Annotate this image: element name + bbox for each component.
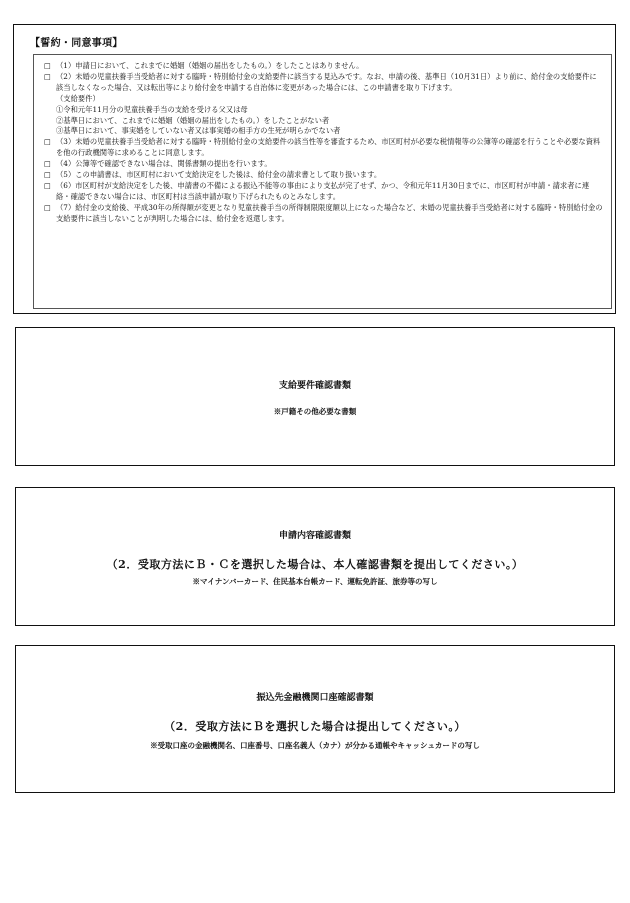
pledge-list — [33, 54, 612, 309]
pledge-item-text: （3）未婚の児童扶養手当受給者に対する臨時・特別給付金の支給要件の該当性等を審査するため、市区町村が必要な税情報等の公簿等の確認を行うことや必要な資料を他の行政機関等に求めることに同意します。 — [56, 137, 601, 158]
pledge-item-5 — [44, 170, 603, 181]
pledge-item-3 — [44, 137, 603, 159]
checkbox-icon[interactable]: □ — [44, 71, 51, 81]
pledge-title: 【誓約・同意事項】 — [30, 38, 123, 49]
pledge-item-text: （6）市区町村が支給決定をした後、申請書の不備による振込不能等の事由により支払が完了せず、かつ、令和元年11月30日までに、市区町村が申請・請求者に連絡・確認できない場合には、市区町村は当該申請が取り下げられたものとみなします。 — [56, 180, 590, 201]
pledge-item-4 — [44, 159, 603, 170]
checkbox-icon[interactable]: □ — [44, 137, 51, 147]
bank-account-documents-instruction: （2．受取方法にＢを選択した場合は提出してください。） — [164, 720, 466, 733]
identity-documents-instruction: （2．受取方法にＢ・Ｃを選択した場合は、本人確認書類を提出してください。） — [106, 558, 524, 571]
checkbox-icon[interactable]: □ — [44, 170, 51, 180]
bank-account-documents-box — [15, 645, 615, 793]
identity-documents-note: ※マイナンバーカード、住民基本台帳カード、運転免許証、旅券等の写し — [192, 577, 438, 586]
checkbox-icon[interactable]: □ — [44, 159, 51, 169]
requirement-line: ①令和元年11月分の児童扶養手当の支給を受ける父又は母 — [56, 104, 248, 114]
identity-documents-title: 申請内容確認書類 — [278, 531, 351, 541]
checkbox-icon[interactable]: □ — [44, 202, 51, 212]
bank-account-documents-title: 振込先金融機関口座確認書類 — [256, 693, 374, 703]
pledge-item-1 — [44, 61, 603, 72]
pledge-item-text: （4）公簿等で確認できない場合は、関係書類の提出を行います。 — [56, 159, 272, 169]
checkbox-icon[interactable]: □ — [44, 61, 51, 70]
pledge-item-text: （2）未婚の児童扶養手当受給者に対する臨時・特別給付金の支給要件に該当する見込みです。なお、申請の後、基準日（10月31日）より前に、給付金の支給要件に該当しなくなった場合、又は転出等により給付金を申請する自治体に変更があった場合には、この申請書を取り下げます。 — [56, 71, 597, 92]
pledge-item-text: （1）申請日において、これまでに婚姻（婚姻の届出をしたもの。）をしたことはありません。 — [56, 61, 364, 70]
eligibility-documents-note: ※戸籍その他必要な書類 — [273, 407, 357, 416]
pledge-item-7 — [44, 203, 603, 225]
pledge-item-6 — [44, 181, 603, 203]
checkbox-icon[interactable]: □ — [44, 180, 51, 190]
eligibility-documents-title: 支給要件確認書類 — [278, 381, 351, 391]
identity-documents-box — [15, 487, 615, 626]
bank-account-documents-note: ※受取口座の金融機関名、口座番号、口座名義人（カナ）が分かる通帳やキャッシュカードの写し — [150, 741, 480, 750]
requirement-line: ②基準日において、これまでに婚姻（婚姻の届出をしたもの。）をしたことがない者 — [56, 115, 330, 125]
pledge-section — [13, 24, 616, 314]
pledge-item-text: （7）給付金の支給後、平成30年の所得額が変更となり児童扶養手当の所得制限限度額以上になった場合など、未婚の児童扶養手当受給者に対する臨時・特別給付金の支給要件に該当しないことが判明した場合には、給付金を返還します。 — [56, 202, 603, 223]
pledge-item-text: （5）この申請書は、市区町村において支給決定をした後は、給付金の請求書として取り扱います。 — [56, 170, 382, 180]
requirement-line: ③基準日において、事実婚をしていない者又は事実婚の相手方の生死が明らかでない者 — [56, 126, 341, 136]
eligibility-documents-box — [15, 327, 615, 466]
requirements-heading: （支給要件） — [56, 93, 100, 103]
pledge-item-2 — [44, 72, 603, 94]
